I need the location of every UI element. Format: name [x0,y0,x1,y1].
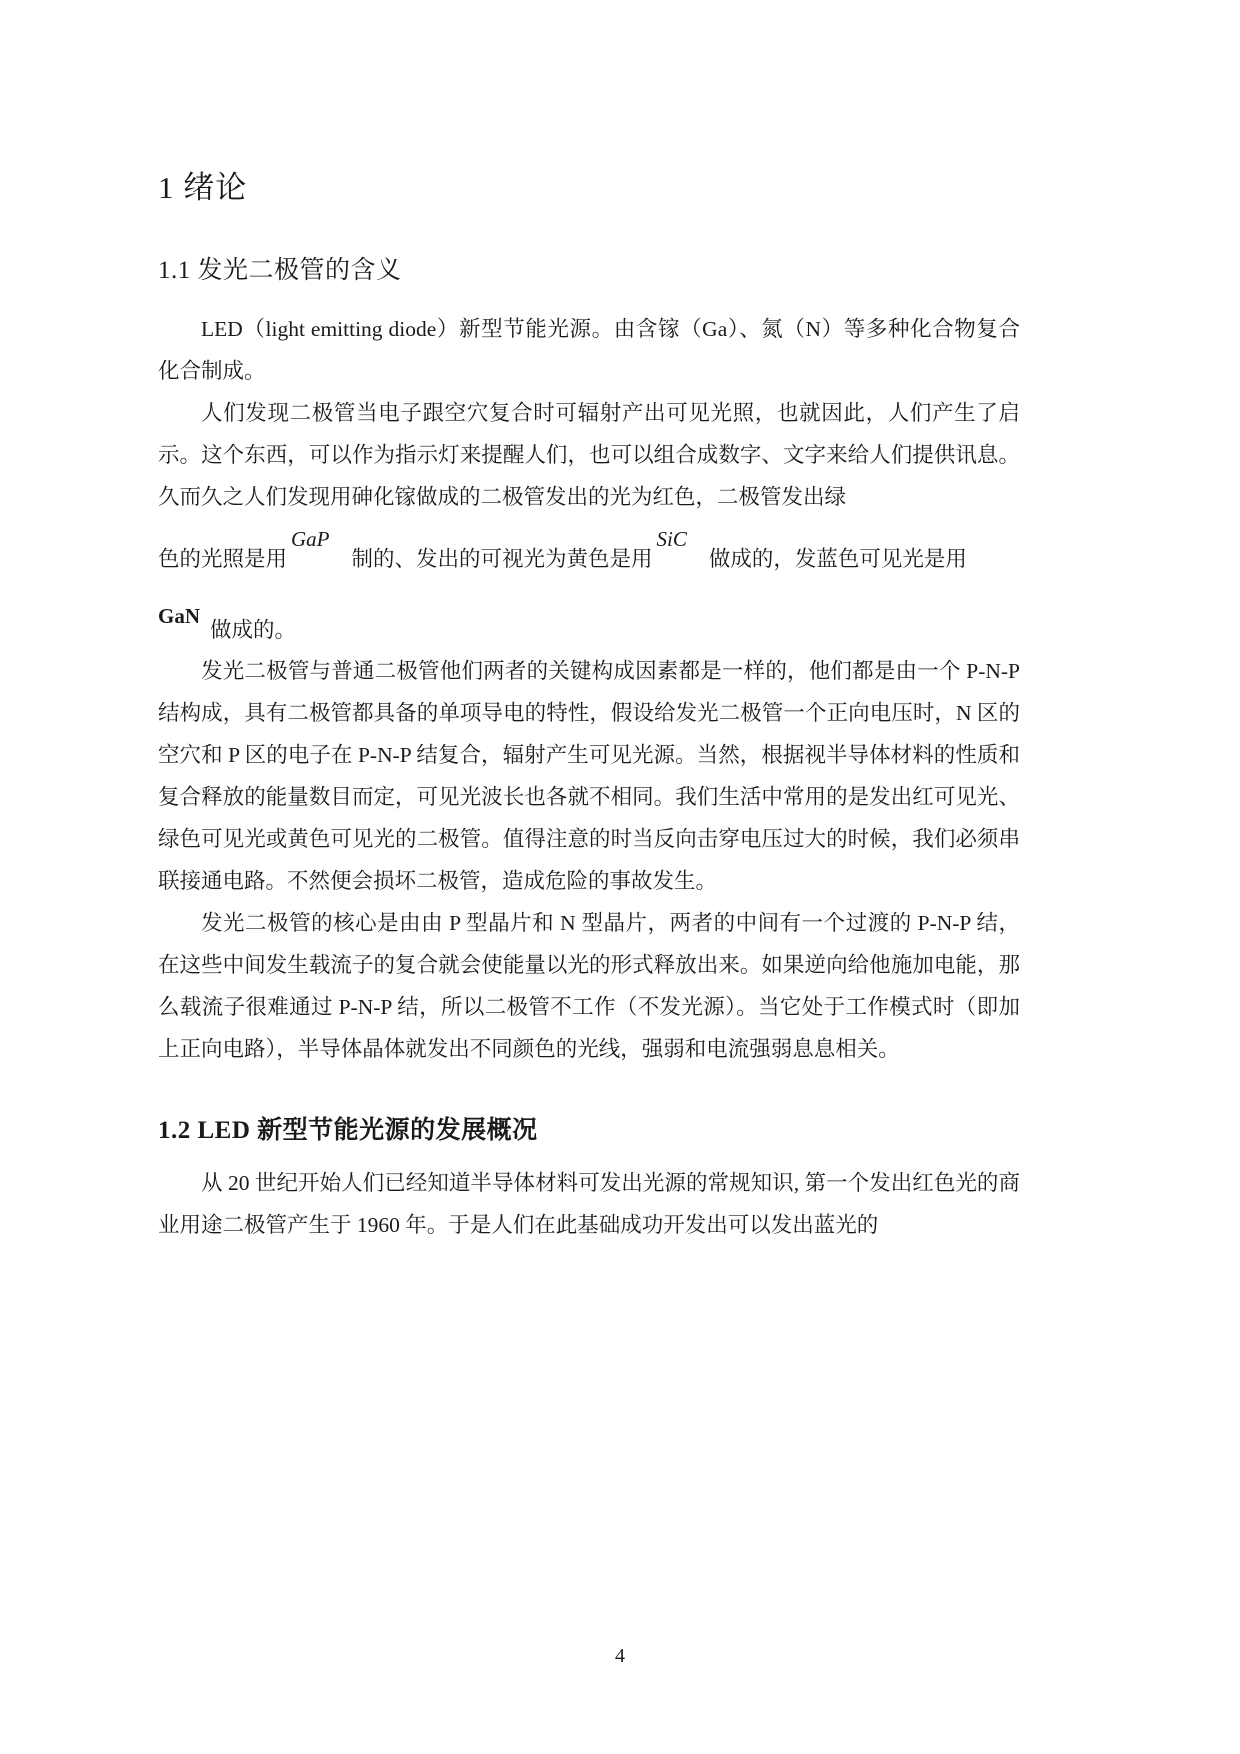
chemical-symbol-sic: SiC [656,527,687,552]
chapter-title: 1 绪论 [158,170,248,205]
chemical-symbol-gan: GaN [158,604,200,629]
formula-middle-text-2: 做成的，发蓝色可见光是用 [708,547,967,572]
paragraph-definition: LED（light emitting diode）新型节能光源。由含镓（Ga）、氮（N）等多种化合物复合化合制成。 [158,317,1020,384]
paragraph-discovery: 人们发现二极管当电子跟空穴复合时可辐射产出可见光照，也就因此，人们产生了启示。这个东西，可以作为指示灯来提醒人们，也可以组合成数字、文字来给人们提供讯息。久而久之人们发现用砷化镓做成的二极管发出的光为红色，二极管发出绿 [158,401,1020,510]
section-heading-1-1: 1.1 发光二极管的含义 [158,257,402,285]
paragraph-structure: 发光二极管与普通二极管他们两者的关键构成因素都是一样的，他们都是由一个 P-N-P 结构成，具有二极管都具备的单项导电的特性，假设给发光二极管一个正向电压时，N 区的空穴和 P 区的电子在 P-N-P 结复合，辐射产生可见光源。当然，根据视半导体材料的性质和复合释放的能量数目而定，可见光波长也各就不相同。我们生活中常用的是发出红可见光、绿色可见光或黄色可见光的二极管。值得注意的时当反向击穿电压过大的时候，我们必须串联接通电路。不然便会损坏二极管，造成危险的事故发生。 [158,659,1020,894]
paragraph-history: 从 20 世纪开始人们已经知道半导体材料可发出光源的常规知识, 第一个发出红色光的商业用途二极管产生于 1960 年。于是人们在此基础成功开发出可以发出蓝光的 [158,1170,1020,1237]
formula-middle-text-1: 制的、发出的可视光为黄色是用 [351,547,653,572]
section-heading-1-2: 1.2 LED 新型节能光源的发展概况 [158,1117,538,1145]
paragraph-gan-line [158,604,1020,650]
chemical-symbol-gap: GaP [291,527,330,552]
page-content [158,168,1020,1246]
page-number: 4 [615,1645,625,1667]
paragraph-core: 发光二极管的核心是由由 P 型晶片和 N 型晶片，两者的中间有一个过渡的 P-N-P 结，在这些中间发生载流子的复合就会使能量以光的形式释放出来。如果逆向给他施加电能，那么载流子很难通过 P-N-P 结，所以二极管不工作（不发光源）。当它处于工作模式时（即加上正向电路），半导体晶体就发出不同颜色的光线，强弱和电流强弱息息相关。 [158,911,1020,1062]
formula-prefix-text: 色的光照是用 [158,547,288,572]
paragraph-materials-formula [158,524,1020,594]
page-footer [0,1645,1240,1668]
formula-suffix-text: 做成的。 [210,618,297,643]
